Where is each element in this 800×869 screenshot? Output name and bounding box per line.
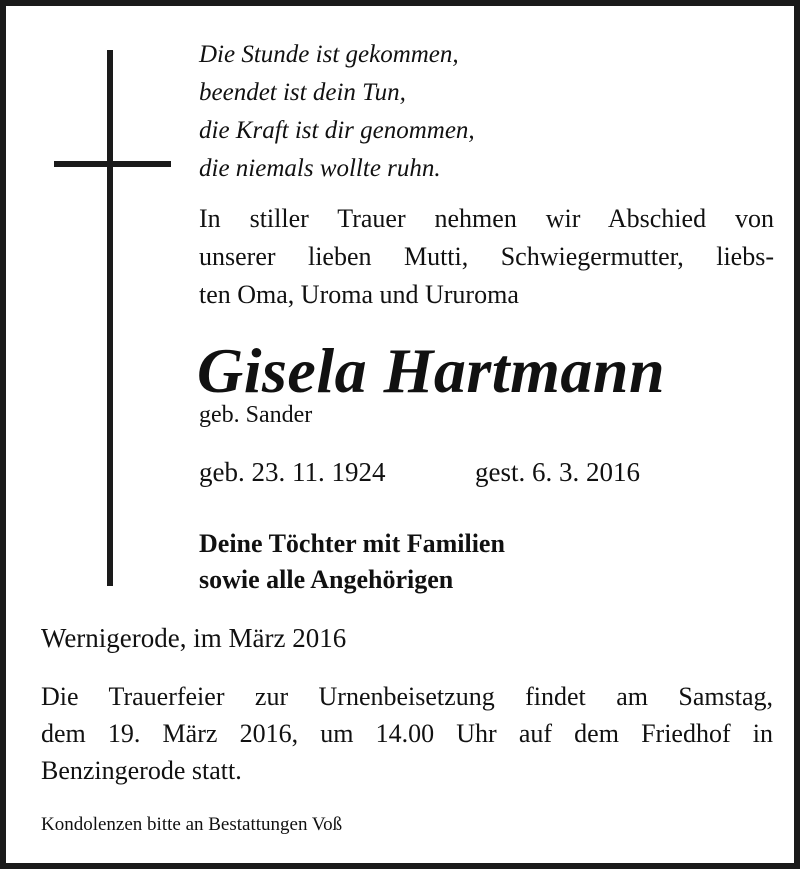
condolence-note: Kondolenzen bitte an Bestattungen Voß [41,814,343,835]
service-line: dem 19. März 2016, um 14.00 Uhr auf dem Friedhof in [41,719,773,748]
cross-icon-vertical-bar [107,50,113,586]
intro-line: ten Oma, Uroma und Ururoma [199,280,519,309]
poem-line: die Kraft ist dir genommen, [199,117,475,144]
intro-line: In stiller Trauer nehmen wir Abschied von [199,204,774,233]
mourners [199,526,505,598]
death-date: gest. 6. 3. 2016 [475,457,640,487]
mourners-line: Deine Töchter mit Familien [199,529,505,558]
place-and-date: Wernigerode, im März 2016 [41,623,347,653]
poem [199,36,475,188]
birth-date: geb. 23. 11. 1924 [199,457,386,487]
deceased-name: Gisela Hartmann [197,335,666,406]
intro-text [199,200,774,314]
poem-line: Die Stunde ist gekommen, [199,41,459,68]
service-line: Die Trauerfeier zur Urnenbeisetzung findet am Samstag, [41,682,773,711]
cross-icon-horizontal-bar [54,161,171,167]
service-line: Benzingerode statt. [41,756,242,785]
mourners-line: sowie alle Angehörigen [199,565,454,594]
poem-line: die niemals wollte ruhn. [199,155,441,182]
poem-line: beendet ist dein Tun, [199,79,406,106]
funeral-service-info [41,678,773,789]
maiden-name: geb. Sander [199,402,313,428]
intro-line: unserer lieben Mutti, Schwiegermutter, liebs- [199,242,774,271]
